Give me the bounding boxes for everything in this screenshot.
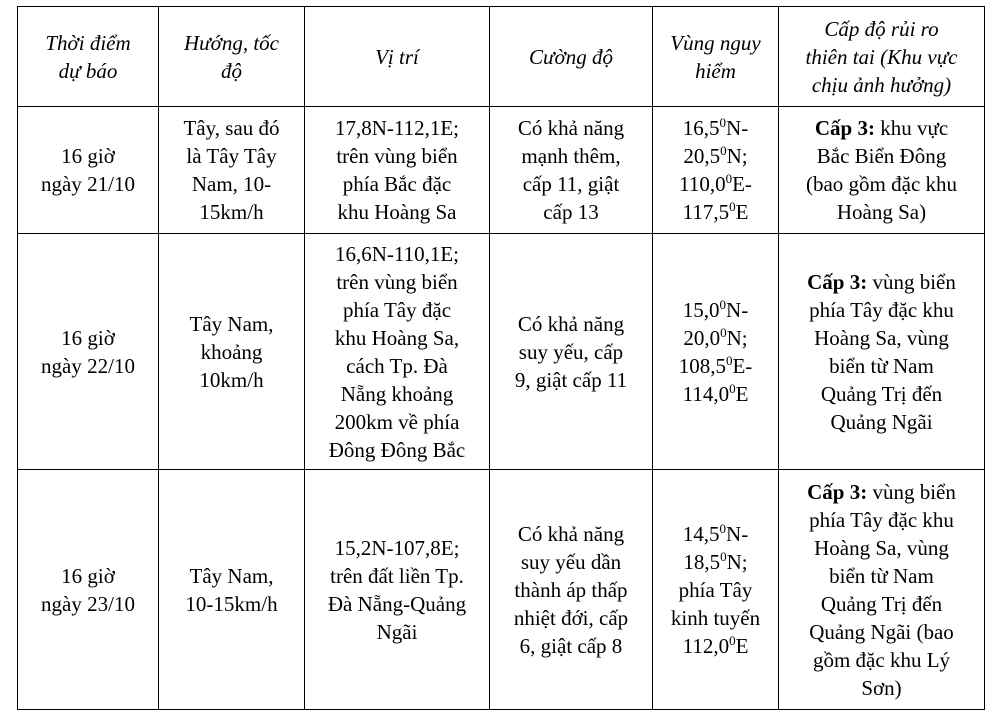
- header-risk: Cấp độ rủi ro thiên tai (Khu vực chịu ảnh hưởng): [779, 7, 985, 107]
- risk-cell: Cấp 3: vùng biển phía Tây đặc khu Hoàng Sa, vùng biển từ Nam Quảng Trị đến Quảng Ngãi (bao gồm đặc khu Lý Sơn): [779, 470, 985, 710]
- header-intensity: Cường độ: [490, 7, 653, 107]
- header-danger-zone: Vùng nguy hiểm: [653, 7, 779, 107]
- danger-zone-cell: 16,5$^0$N- 20,5$^0$N; 110,0$^0$E- 117,5$^0$E: [653, 107, 779, 234]
- danger-zone-cell: 14,5$^0$N- 18,5$^0$N; phía Tây kinh tuyến 112,0$^0$E: [653, 470, 779, 710]
- header-time: Thời điểm dự báo: [18, 7, 159, 107]
- header-direction: Hướng, tốc độ: [159, 7, 305, 107]
- table-row: [18, 470, 985, 710]
- risk-cell: Cấp 3: vùng biển phía Tây đặc khu Hoàng Sa, vùng biển từ Nam Quảng Trị đến Quảng Ngãi: [779, 234, 985, 470]
- time-cell: 16 giờ ngày 23/10: [18, 470, 159, 710]
- risk-cell: Cấp 3: khu vực Bắc Biển Đông (bao gồm đặc khu Hoàng Sa): [779, 107, 985, 234]
- header-position: Vị trí: [305, 7, 490, 107]
- direction-cell: Tây Nam, 10-15km/h: [159, 470, 305, 710]
- table-row: [18, 234, 985, 470]
- forecast-table: [17, 6, 985, 710]
- intensity-cell: Có khả năng suy yếu dần thành áp thấp nhiệt đới, cấp 6, giật cấp 8: [490, 470, 653, 710]
- intensity-cell: Có khả năng suy yếu, cấp 9, giật cấp 11: [490, 234, 653, 470]
- position-cell: 16,6N-110,1E; trên vùng biển phía Tây đặc khu Hoàng Sa, cách Tp. Đà Nẵng khoảng 200km về phía Đông Đông Bắc: [305, 234, 490, 470]
- time-cell: 16 giờ ngày 21/10: [18, 107, 159, 234]
- position-cell: 17,8N-112,1E; trên vùng biển phía Bắc đặc khu Hoàng Sa: [305, 107, 490, 234]
- direction-cell: Tây Nam, khoảng 10km/h: [159, 234, 305, 470]
- time-cell: 16 giờ ngày 22/10: [18, 234, 159, 470]
- direction-cell: Tây, sau đó là Tây Tây Nam, 10- 15km/h: [159, 107, 305, 234]
- risk-level-label: Cấp 3:: [807, 479, 868, 504]
- risk-level-label: Cấp 3:: [807, 269, 868, 294]
- risk-level-label: Cấp 3:: [814, 116, 875, 140]
- table-row: [18, 107, 985, 234]
- intensity-cell: Có khả năng mạnh thêm, cấp 11, giật cấp 13: [490, 107, 653, 234]
- danger-zone-cell: 15,0$^0$N- 20,0$^0$N; 108,5$^0$E- 114,0$^0$E: [653, 234, 779, 470]
- position-cell: 15,2N-107,8E; trên đất liền Tp. Đà Nẵng-Quảng Ngãi: [305, 470, 490, 710]
- header-row: [18, 7, 985, 107]
